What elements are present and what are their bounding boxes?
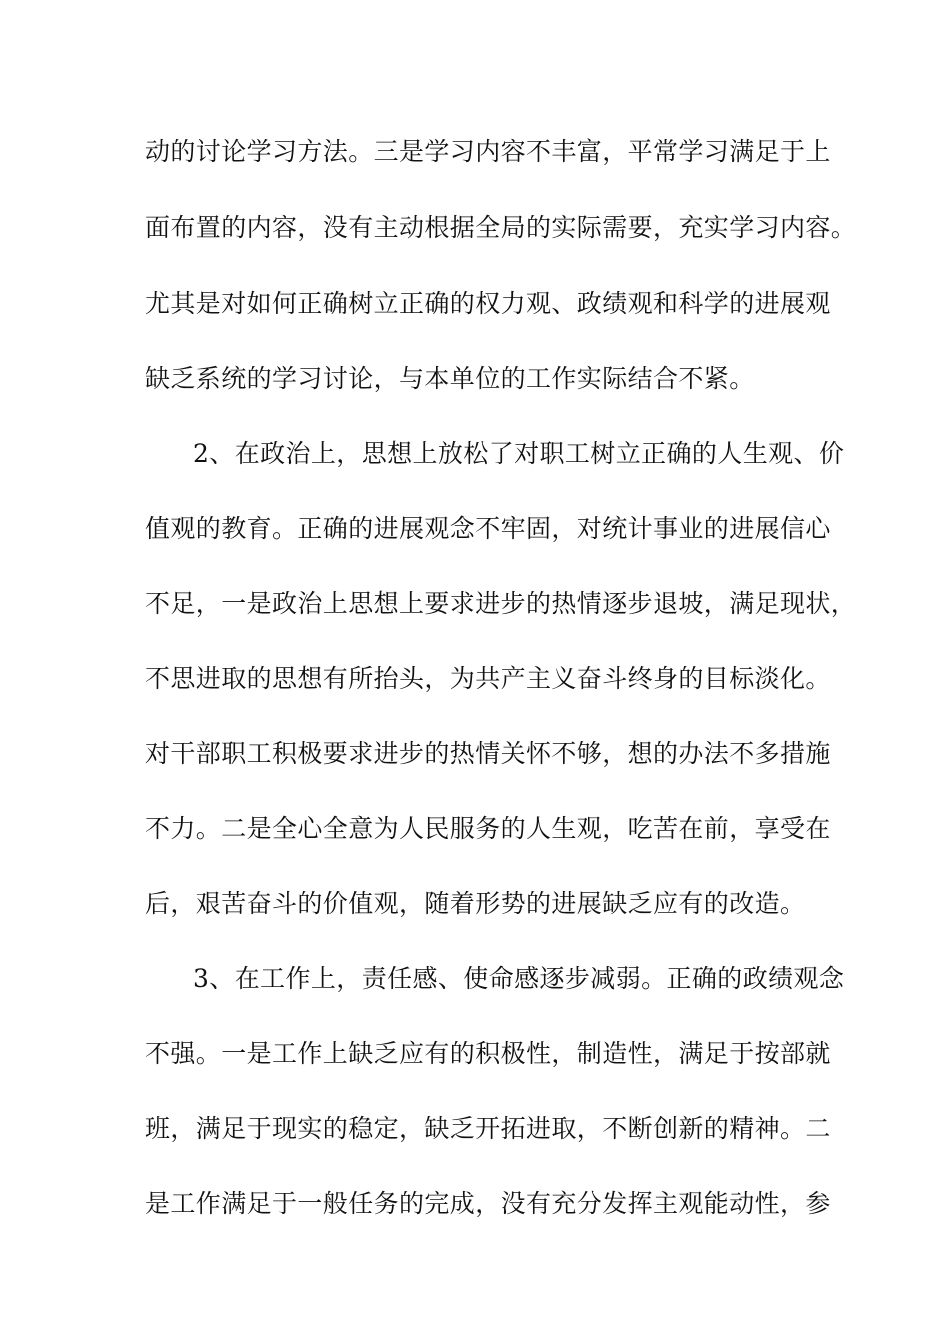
text-line: 缺乏系统的学习讨论，与本单位的工作实际结合不紧。 xyxy=(145,364,755,393)
text-line: 班，满足于现实的稳定，缺乏开拓进取，不断创新的精神。二 xyxy=(145,1114,831,1143)
paragraph-start-line: 2、在政治上，思想上放松了对职工树立正确的人生观、价 xyxy=(193,439,845,468)
text-line: 是工作满足于一般任务的完成，没有充分发挥主观能动性，参 xyxy=(145,1189,831,1218)
text-line: 不力。二是全心全意为人民服务的人生观，吃苦在前，享受在 xyxy=(145,814,831,843)
paragraph-start-line: 3、在工作上，责任感、使命感逐步减弱。正确的政绩观念 xyxy=(193,964,845,993)
text-line: 尤其是对如何正确树立正确的权力观、政绩观和科学的进展观 xyxy=(145,289,831,318)
text-line: 动的讨论学习方法。三是学习内容不丰富，平常学习满足于上 xyxy=(145,137,831,166)
text-line: 不足，一是政治上思想上要求进步的热情逐步退坡，满足现状， xyxy=(145,589,857,618)
text-line: 值观的教育。正确的进展观念不牢固，对统计事业的进展信心 xyxy=(145,514,831,543)
text-line: 后，艰苦奋斗的价值观，随着形势的进展缺乏应有的改造。 xyxy=(145,889,806,918)
text-line: 不思进取的思想有所抬头，为共产主义奋斗终身的目标淡化。 xyxy=(145,664,831,693)
text-line: 面布置的内容，没有主动根据全局的实际需要，充实学习内容。 xyxy=(145,213,857,242)
text-line: 对干部职工积极要求进步的热情关怀不够，想的办法不多措施 xyxy=(145,739,831,768)
text-line: 不强。一是工作上缺乏应有的积极性，制造性，满足于按部就 xyxy=(145,1039,831,1068)
